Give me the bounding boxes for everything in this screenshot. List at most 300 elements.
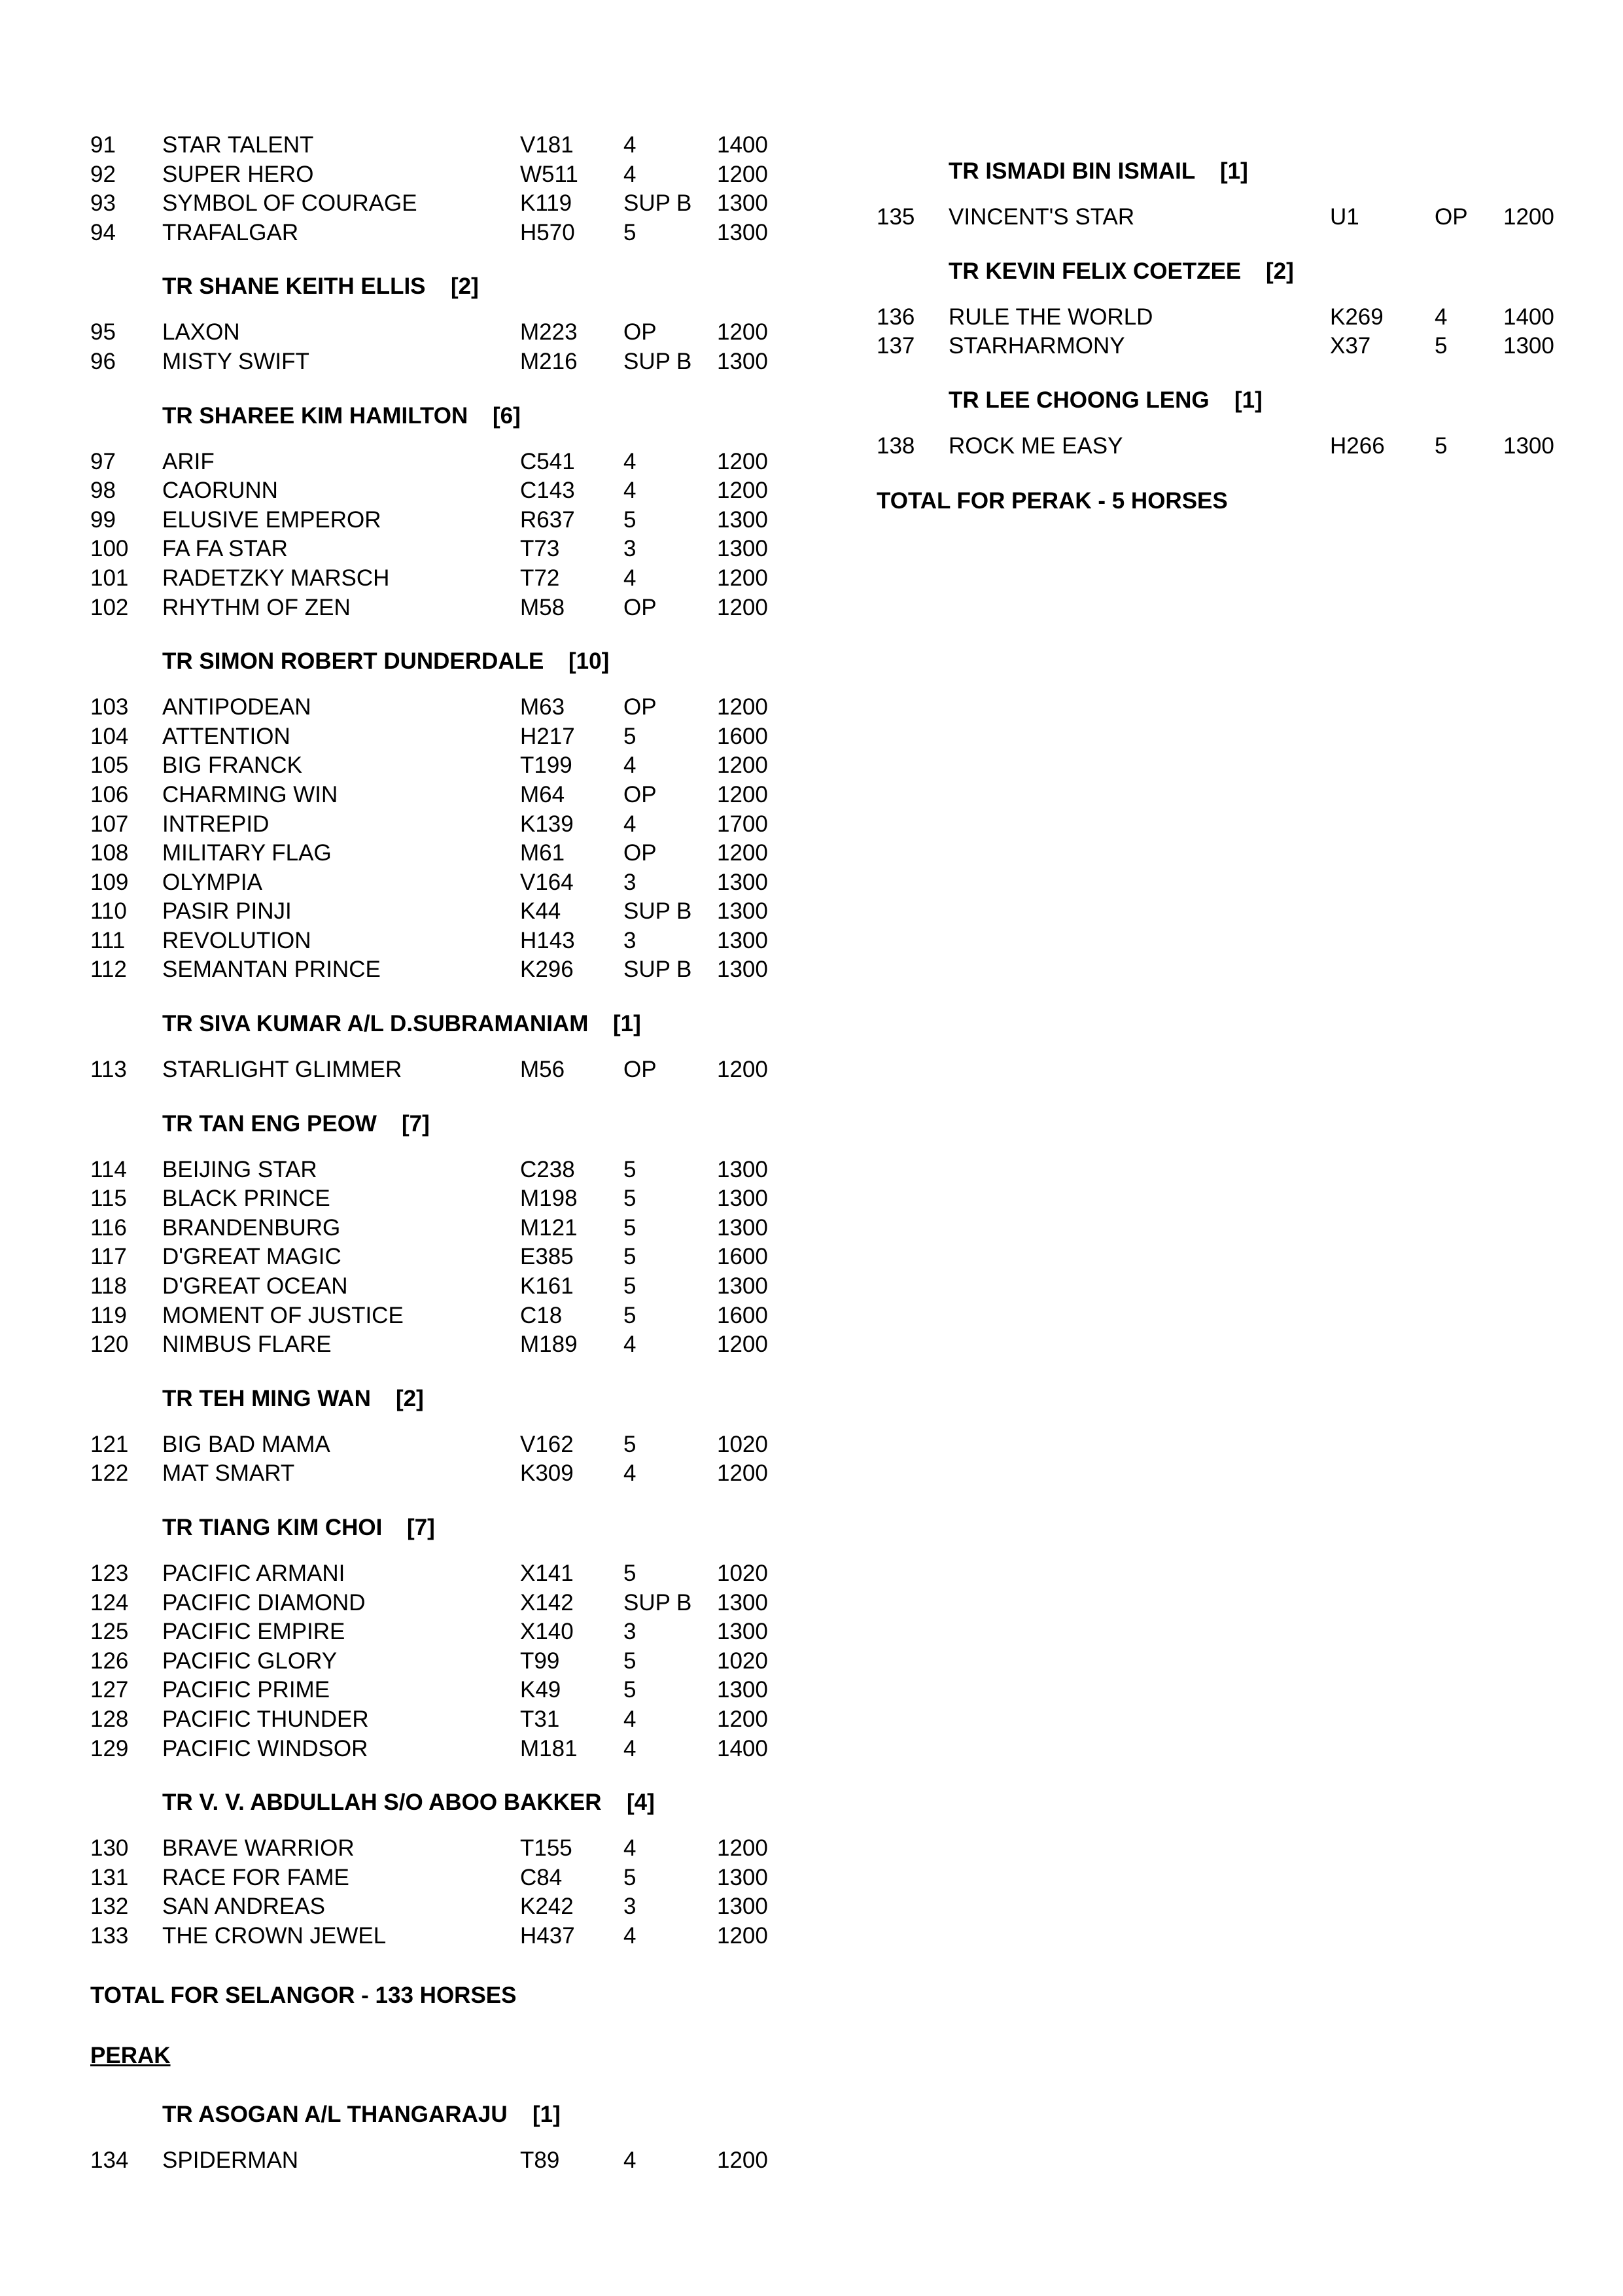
horse-name: SYMBOL OF COURAGE [162, 190, 417, 217]
horse-class: 5 [623, 219, 637, 245]
horse-class: 5 [623, 1648, 637, 1674]
horse-name: PACIFIC EMPIRE [162, 1619, 345, 1645]
horse-code: C238 [520, 1156, 575, 1182]
horse-entry-row [90, 1430, 823, 1460]
horse-class: 5 [623, 1214, 637, 1241]
horse-entry-row [90, 1301, 823, 1331]
horse-class: 3 [623, 869, 637, 895]
horse-class: 5 [623, 1244, 637, 1270]
perak-trainer-list-continued [877, 157, 1609, 461]
trainer-horse-count: [4] [627, 1790, 655, 1816]
horse-class: 4 [623, 161, 637, 187]
race-distance: 1200 [717, 1922, 768, 1949]
entry-number: 136 [877, 304, 915, 330]
trainer-heading [877, 157, 1609, 186]
entry-number: 123 [90, 1561, 129, 1586]
horse-entry-row [90, 897, 823, 927]
horse-entry-row [90, 189, 823, 219]
horse-code: X141 [520, 1561, 574, 1586]
race-distance: 1600 [717, 723, 768, 749]
entry-number: 134 [90, 2147, 129, 2173]
entry-number: 111 [90, 927, 126, 953]
horse-code: V162 [520, 1431, 574, 1457]
horse-code: M198 [520, 1186, 578, 1212]
horse-entry-row [90, 1922, 823, 1951]
trainer-horse-count: [7] [402, 1110, 430, 1137]
horse-entry-row [90, 1735, 823, 1764]
entry-number: 105 [90, 752, 129, 779]
trainer-horse-count: [10] [568, 648, 610, 675]
horse-code: X140 [520, 1619, 574, 1645]
horse-code: K49 [520, 1677, 561, 1703]
horse-code: C18 [520, 1302, 563, 1328]
race-distance: 1600 [717, 1302, 768, 1328]
horse-name: PACIFIC DIAMOND [162, 1589, 366, 1616]
race-distance: 1300 [717, 1619, 768, 1645]
race-distance: 1400 [1503, 304, 1554, 330]
horse-code: T72 [520, 565, 560, 591]
horse-name: RACE FOR FAME [162, 1864, 349, 1890]
entry-number: 114 [90, 1156, 127, 1182]
horse-code: T73 [520, 536, 560, 562]
entry-number: 130 [90, 1835, 129, 1862]
horse-code: M216 [520, 348, 578, 374]
trainer-group [90, 1110, 823, 1360]
horse-name: BEIJING STAR [162, 1156, 317, 1182]
horse-class: OP [1435, 204, 1468, 230]
trainer-horse-count: [6] [493, 402, 521, 429]
race-distance: 1300 [1503, 433, 1554, 459]
race-distance: 1300 [717, 957, 768, 983]
race-distance: 1300 [717, 1273, 768, 1299]
horse-code: K242 [520, 1894, 574, 1920]
horse-entry-row [90, 160, 823, 190]
perak-total: TOTAL FOR PERAK - 5 HORSES [877, 488, 1228, 514]
race-distance: 1200 [717, 752, 768, 779]
trainer-group [90, 402, 823, 623]
horse-code: H437 [520, 1922, 575, 1949]
horse-class: 4 [623, 1332, 637, 1358]
horse-class: 4 [623, 811, 637, 837]
entry-number: 98 [90, 478, 116, 504]
trainer-heading [90, 2100, 823, 2129]
race-distance: 1300 [717, 1894, 768, 1920]
horse-code: X142 [520, 1589, 574, 1616]
horse-code: K296 [520, 957, 574, 983]
horse-code: M64 [520, 781, 565, 807]
entry-number: 107 [90, 811, 129, 837]
horse-class: 4 [623, 752, 637, 779]
entry-number: 137 [877, 333, 915, 359]
race-distance: 1020 [717, 1648, 768, 1674]
trainer-name: TR ISMADI BIN ISMAIL [949, 158, 1196, 184]
trainer-name: TR TIANG KIM CHOI [162, 1515, 383, 1540]
entry-number: 131 [90, 1864, 129, 1890]
horse-code: C84 [520, 1864, 563, 1890]
horse-class: 4 [623, 1706, 637, 1732]
entry-number: 106 [90, 781, 129, 807]
horse-class: 5 [623, 1186, 637, 1212]
horse-class: 5 [1435, 433, 1448, 459]
race-distance: 1300 [717, 506, 768, 533]
trainer-heading [90, 1010, 823, 1038]
race-distance: 1300 [717, 1156, 768, 1182]
entry-number: 110 [90, 898, 127, 925]
horse-name: MAT SMART [162, 1460, 295, 1487]
trainer-name: TR TAN ENG PEOW [162, 1110, 377, 1137]
horse-code: T31 [520, 1706, 560, 1732]
race-distance: 1300 [717, 869, 768, 895]
horse-name: SUPER HERO [162, 161, 314, 187]
region-heading-perak: PERAK [90, 2042, 171, 2068]
entry-list-continued [90, 131, 823, 247]
entry-number: 101 [90, 565, 129, 591]
entry-number: 108 [90, 840, 129, 866]
horse-code: E385 [520, 1244, 574, 1270]
trainer-heading [877, 386, 1609, 415]
race-distance: 1200 [717, 694, 768, 720]
entry-number: 126 [90, 1648, 129, 1674]
entry-number: 115 [90, 1186, 127, 1212]
horse-name: CAORUNN [162, 478, 278, 504]
horse-entry-row [90, 781, 823, 810]
trainer-group [90, 272, 823, 376]
entry-number: 95 [90, 319, 116, 345]
horse-entry-row [90, 1676, 823, 1705]
horse-code: K269 [1330, 304, 1384, 330]
trainer-group [877, 386, 1609, 461]
horse-class: 3 [623, 927, 637, 953]
horse-name: BRANDENBURG [162, 1214, 341, 1241]
horse-name: ELUSIVE EMPEROR [162, 506, 381, 533]
horse-class: 4 [623, 132, 637, 158]
horse-entry-row [90, 1055, 823, 1085]
horse-entry-row [90, 1647, 823, 1676]
horse-class: 5 [623, 1431, 637, 1457]
horse-class: SUP B [623, 1589, 692, 1616]
entry-number: 92 [90, 161, 116, 187]
horse-name: BIG FRANCK [162, 752, 302, 779]
horse-code: R637 [520, 506, 575, 533]
trainer-group [90, 1513, 823, 1763]
horse-name: PACIFIC ARMANI [162, 1561, 345, 1586]
entry-number: 138 [877, 433, 915, 459]
horse-entry-row [90, 2146, 823, 2176]
entry-number: 119 [90, 1302, 127, 1328]
entry-number: 112 [90, 957, 127, 983]
horse-entry-row [877, 203, 1609, 232]
horse-entry-row [90, 1705, 823, 1735]
race-distance: 1020 [717, 1561, 768, 1586]
horse-class: 5 [623, 1677, 637, 1703]
horse-class: 4 [623, 2147, 637, 2173]
trainer-group [90, 2100, 823, 2176]
horse-code: H143 [520, 927, 575, 953]
entry-number: 99 [90, 506, 116, 533]
horse-name: BIG BAD MAMA [162, 1431, 330, 1457]
horse-class: 5 [623, 506, 637, 533]
horse-name: PACIFIC PRIME [162, 1677, 330, 1703]
selangor-trainer-list [90, 272, 823, 1951]
right-column [877, 131, 1609, 516]
horse-name: ANTIPODEAN [162, 694, 311, 720]
horse-entry-row [90, 868, 823, 898]
horse-entry-row [90, 506, 823, 535]
horse-name: ATTENTION [162, 723, 290, 749]
horse-entry-row [90, 1863, 823, 1893]
horse-name: VINCENT'S STAR [949, 204, 1135, 230]
entry-number: 128 [90, 1706, 129, 1732]
race-distance: 1300 [717, 348, 768, 374]
horse-code: H266 [1330, 433, 1385, 459]
horse-name: PASIR PINJI [162, 898, 292, 925]
horse-name: LAXON [162, 319, 240, 345]
horse-code: V181 [520, 132, 574, 158]
horse-class: 4 [623, 1735, 637, 1761]
horse-entry-row [90, 219, 823, 248]
race-distance: 1200 [717, 565, 768, 591]
race-distance: 1600 [717, 1244, 768, 1270]
race-distance: 1200 [717, 319, 768, 345]
trainer-name: TR SHANE KEITH ELLIS [162, 274, 426, 300]
horse-class: OP [623, 319, 657, 345]
horse-entry-row [90, 318, 823, 347]
horse-class: 3 [623, 1894, 637, 1920]
entry-number: 118 [90, 1273, 127, 1299]
horse-name: STARHARMONY [949, 333, 1125, 359]
horse-entry-row [90, 347, 823, 377]
horse-name: D'GREAT MAGIC [162, 1244, 341, 1270]
horse-name: MISTY SWIFT [162, 348, 309, 374]
entry-number: 133 [90, 1922, 129, 1949]
horse-code: C143 [520, 478, 575, 504]
entry-number: 116 [90, 1214, 127, 1241]
horse-entry-row [90, 1559, 823, 1589]
race-distance: 1200 [717, 1057, 768, 1083]
horse-class: 5 [623, 1302, 637, 1328]
horse-code: H570 [520, 219, 575, 245]
race-distance: 1200 [717, 594, 768, 620]
entry-number: 100 [90, 536, 129, 562]
trainer-heading [90, 272, 823, 301]
horse-code: K44 [520, 898, 561, 925]
horse-code: T99 [520, 1648, 560, 1674]
horse-entry-row [90, 927, 823, 956]
horse-entry-row [90, 1272, 823, 1301]
horse-code: U1 [1330, 204, 1359, 230]
trainer-horse-count: [1] [532, 2101, 561, 2127]
race-distance: 1300 [717, 1864, 768, 1890]
entry-number: 129 [90, 1735, 129, 1761]
race-distance: 1300 [717, 1589, 768, 1616]
horse-name: MILITARY FLAG [162, 840, 332, 866]
horse-name: OLYMPIA [162, 869, 263, 895]
trainer-horse-count: [1] [1220, 158, 1248, 184]
entry-number: 132 [90, 1894, 129, 1920]
horse-name: RADETZKY MARSCH [162, 565, 390, 591]
race-distance: 1300 [717, 190, 768, 217]
horse-entry-row [90, 1617, 823, 1647]
horse-entry-row [90, 1214, 823, 1243]
entry-number: 104 [90, 723, 129, 749]
entry-number: 97 [90, 448, 116, 474]
horse-name: BRAVE WARRIOR [162, 1835, 355, 1862]
horse-entry-row [877, 332, 1609, 361]
horse-entry-row [90, 810, 823, 839]
horse-name: STAR TALENT [162, 132, 314, 158]
horse-name: BLACK PRINCE [162, 1186, 330, 1212]
horse-class: OP [623, 694, 657, 720]
horse-code: M61 [520, 840, 565, 866]
race-distance: 1300 [717, 1214, 768, 1241]
horse-name: THE CROWN JEWEL [162, 1922, 387, 1949]
horse-code: T199 [520, 752, 572, 779]
trainer-horse-count: [1] [613, 1011, 641, 1037]
horse-code: T89 [520, 2147, 560, 2173]
trainer-heading [877, 257, 1609, 286]
horse-code: T155 [520, 1835, 572, 1862]
race-distance: 1200 [717, 161, 768, 187]
horse-class: 4 [623, 448, 637, 474]
entry-number: 127 [90, 1677, 129, 1703]
horse-code: M181 [520, 1735, 578, 1761]
trainer-heading [90, 1513, 823, 1542]
horse-entry-row [90, 1589, 823, 1618]
horse-class: 4 [623, 1835, 637, 1862]
trainer-group [90, 647, 823, 985]
horse-entry-row [90, 564, 823, 593]
trainer-name: TR SIVA KUMAR A/L D.SUBRAMANIAM [162, 1011, 589, 1037]
horse-class: 4 [623, 565, 637, 591]
horse-class: 5 [623, 1561, 637, 1586]
left-column [90, 131, 823, 2175]
horse-class: 4 [623, 478, 637, 504]
entry-number: 122 [90, 1460, 129, 1487]
horse-code: H217 [520, 723, 575, 749]
perak-trainer-list [90, 2100, 823, 2176]
trainer-horse-count: [7] [407, 1515, 435, 1540]
trainer-horse-count: [2] [451, 274, 479, 300]
entry-number: 94 [90, 219, 116, 245]
entry-number: 96 [90, 348, 116, 374]
race-distance: 1200 [717, 1460, 768, 1487]
race-distance: 1200 [717, 1706, 768, 1732]
trainer-group [90, 1385, 823, 1489]
horse-name: STARLIGHT GLIMMER [162, 1057, 402, 1083]
race-distance: 1200 [717, 2147, 768, 2173]
trainer-heading [90, 1110, 823, 1139]
horse-name: REVOLUTION [162, 927, 311, 953]
trainer-name: TR TEH MING WAN [162, 1385, 371, 1411]
horse-name: SEMANTAN PRINCE [162, 957, 381, 983]
race-distance: 1020 [717, 1431, 768, 1457]
horse-entry-row [877, 303, 1609, 332]
entry-number: 135 [877, 204, 915, 230]
horse-class: SUP B [623, 898, 692, 925]
horse-code: V164 [520, 869, 574, 895]
trainer-heading [90, 1788, 823, 1817]
horse-name: CHARMING WIN [162, 781, 338, 807]
horse-name: SAN ANDREAS [162, 1894, 325, 1920]
horse-entry-row [90, 1834, 823, 1863]
horse-name: PACIFIC GLORY [162, 1648, 338, 1674]
entry-number: 117 [90, 1244, 127, 1270]
horse-code: X37 [1330, 333, 1371, 359]
trainer-name: TR ASOGAN A/L THANGARAJU [162, 2101, 508, 2127]
entry-number: 125 [90, 1619, 129, 1645]
horse-code: C541 [520, 448, 575, 474]
horse-entry-row [90, 751, 823, 781]
horse-class: OP [623, 594, 657, 620]
horse-entry-row [90, 693, 823, 722]
horse-class: 5 [623, 1273, 637, 1299]
trainer-group [877, 157, 1609, 232]
trainer-heading [90, 402, 823, 431]
horse-entry-row [90, 476, 823, 506]
trainer-name: TR SIMON ROBERT DUNDERDALE [162, 648, 544, 675]
race-distance: 1400 [717, 132, 768, 158]
entry-number: 93 [90, 190, 116, 217]
race-distance: 1300 [717, 898, 768, 925]
horse-name: INTREPID [162, 811, 270, 837]
entry-number: 102 [90, 594, 129, 620]
race-distance: 1200 [717, 781, 768, 807]
entry-number: 109 [90, 869, 129, 895]
trainer-name: TR SHAREE KIM HAMILTON [162, 402, 468, 429]
horse-name: ARIF [162, 448, 215, 474]
trainer-horse-count: [2] [396, 1385, 424, 1411]
race-distance: 1400 [717, 1735, 768, 1761]
horse-name: FA FA STAR [162, 536, 288, 562]
race-distance: 1200 [717, 478, 768, 504]
horse-class: 5 [623, 1864, 637, 1890]
entry-number: 103 [90, 694, 129, 720]
horse-code: M223 [520, 319, 578, 345]
race-distance: 1200 [717, 1332, 768, 1358]
entry-number: 124 [90, 1589, 129, 1616]
horse-code: K161 [520, 1273, 574, 1299]
race-distance: 1200 [1503, 204, 1554, 230]
trainer-group [90, 1010, 823, 1085]
race-distance: 1200 [717, 448, 768, 474]
race-distance: 1200 [717, 1835, 768, 1862]
horse-code: M63 [520, 694, 565, 720]
horse-class: 4 [1435, 304, 1448, 330]
horse-entry-row [90, 593, 823, 623]
race-distance: 1300 [1503, 333, 1554, 359]
horse-name: SPIDERMAN [162, 2147, 299, 2173]
horse-class: SUP B [623, 190, 692, 217]
trainer-group [877, 257, 1609, 361]
race-distance: 1200 [717, 840, 768, 866]
trainer-group [90, 1788, 823, 1951]
horse-entry-row [90, 131, 823, 160]
horse-class: SUP B [623, 957, 692, 983]
trainer-horse-count: [2] [1266, 258, 1294, 284]
horse-entry-row [90, 955, 823, 985]
horse-code: W511 [520, 161, 578, 187]
horse-name: ROCK ME EASY [949, 433, 1123, 459]
selangor-total: TOTAL FOR SELANGOR - 133 HORSES [90, 1982, 517, 2008]
horse-entry-row [90, 535, 823, 564]
horse-class: OP [623, 781, 657, 807]
race-distance: 1300 [717, 927, 768, 953]
trainer-name: TR KEVIN FELIX COETZEE [949, 258, 1242, 284]
entry-number: 120 [90, 1332, 129, 1358]
horse-name: PACIFIC THUNDER [162, 1706, 369, 1732]
horse-entry-row [90, 839, 823, 868]
horse-class: OP [623, 840, 657, 866]
